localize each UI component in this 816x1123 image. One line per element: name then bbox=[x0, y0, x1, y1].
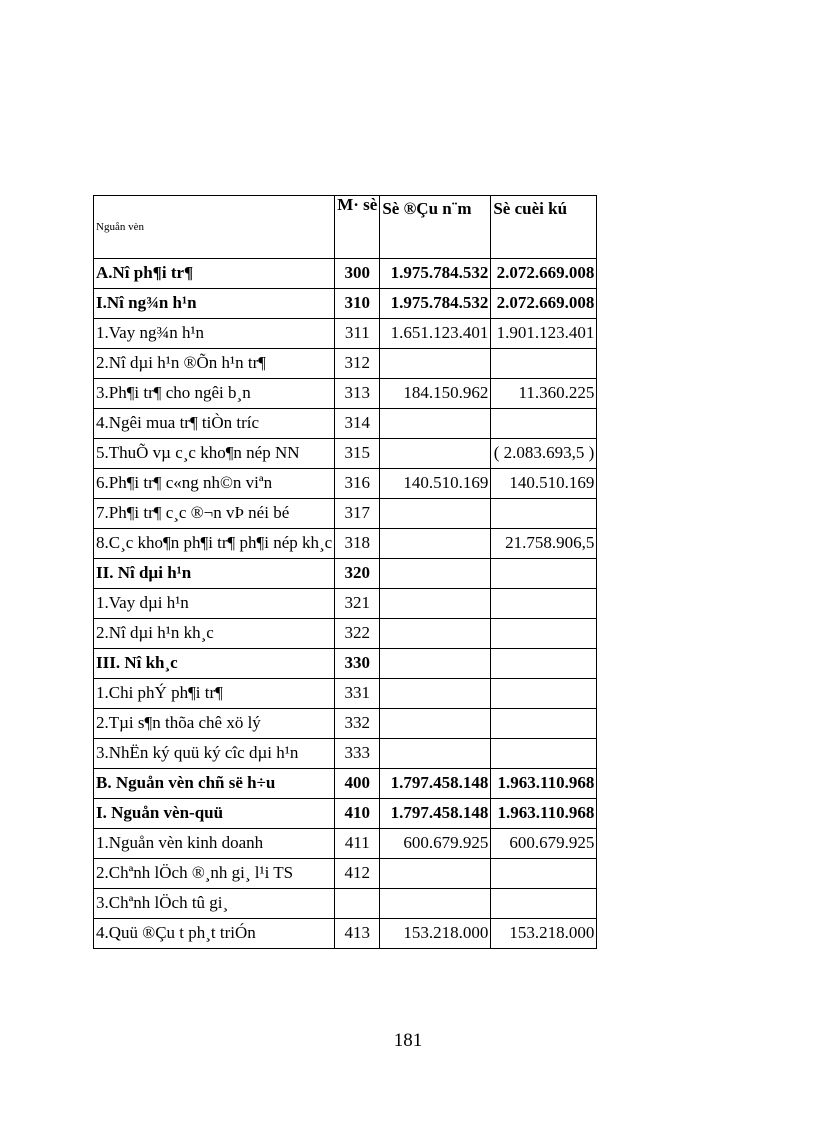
row-beginning-value bbox=[380, 619, 491, 649]
row-end-value: ( 2.083.693,5 ) bbox=[491, 439, 597, 469]
row-beginning-value bbox=[380, 679, 491, 709]
row-end-value: 1.963.110.968 bbox=[491, 769, 597, 799]
row-code: 317 bbox=[335, 499, 380, 529]
header-source-of-funds: Nguån vèn bbox=[94, 196, 335, 259]
row-beginning-value bbox=[380, 349, 491, 379]
row-code: 300 bbox=[335, 259, 380, 289]
row-label: 6.Ph¶i tr¶ c«ng nh©n viªn bbox=[94, 469, 335, 499]
header-beginning-of-year: Sè ®Çu n¨m bbox=[380, 196, 491, 259]
row-code: 330 bbox=[335, 649, 380, 679]
row-beginning-value bbox=[380, 889, 491, 919]
row-label: A.Nî ph¶i tr¶ bbox=[94, 259, 335, 289]
row-end-value: 11.360.225 bbox=[491, 379, 597, 409]
row-label: 3.Chªnh lÖch tû gi¸ bbox=[94, 889, 335, 919]
row-end-value: 140.510.169 bbox=[491, 469, 597, 499]
header-code: M· sè bbox=[335, 196, 380, 259]
row-beginning-value bbox=[380, 529, 491, 559]
table-row bbox=[94, 259, 597, 289]
table-row bbox=[94, 679, 597, 709]
row-beginning-value bbox=[380, 589, 491, 619]
row-label: B. Nguån vèn chñ së h÷u bbox=[94, 769, 335, 799]
row-label: 1.Chi phÝ ph¶i tr¶ bbox=[94, 679, 335, 709]
row-end-value bbox=[491, 619, 597, 649]
row-end-value bbox=[491, 649, 597, 679]
row-label: III. Nî kh¸c bbox=[94, 649, 335, 679]
row-end-value bbox=[491, 679, 597, 709]
table-row bbox=[94, 319, 597, 349]
page-number: 181 bbox=[393, 1030, 423, 1051]
table-row bbox=[94, 349, 597, 379]
row-end-value bbox=[491, 559, 597, 589]
table-row bbox=[94, 739, 597, 769]
row-beginning-value: 1.797.458.148 bbox=[380, 799, 491, 829]
row-beginning-value: 1.797.458.148 bbox=[380, 769, 491, 799]
row-code: 315 bbox=[335, 439, 380, 469]
row-beginning-value bbox=[380, 709, 491, 739]
row-code bbox=[335, 889, 380, 919]
row-end-value: 153.218.000 bbox=[491, 919, 597, 949]
row-code: 314 bbox=[335, 409, 380, 439]
row-beginning-value bbox=[380, 499, 491, 529]
row-end-value: 1.901.123.401 bbox=[491, 319, 597, 349]
row-label: 3.Ph¶i tr¶ cho ngêi b¸n bbox=[94, 379, 335, 409]
table-row bbox=[94, 619, 597, 649]
row-beginning-value: 600.679.925 bbox=[380, 829, 491, 859]
row-code: 312 bbox=[335, 349, 380, 379]
row-code: 313 bbox=[335, 379, 380, 409]
row-beginning-value bbox=[380, 559, 491, 589]
row-label: 2.Nî dµi h¹n ®Õn h¹n tr¶ bbox=[94, 349, 335, 379]
row-code: 316 bbox=[335, 469, 380, 499]
table-row bbox=[94, 469, 597, 499]
table-row bbox=[94, 919, 597, 949]
table-row bbox=[94, 379, 597, 409]
row-beginning-value: 140.510.169 bbox=[380, 469, 491, 499]
row-end-value: 600.679.925 bbox=[491, 829, 597, 859]
row-code: 321 bbox=[335, 589, 380, 619]
header-end-of-period: Sè cuèi kú bbox=[491, 196, 597, 259]
row-label: II. Nî dµi h¹n bbox=[94, 559, 335, 589]
row-beginning-value bbox=[380, 739, 491, 769]
table-header-row bbox=[94, 196, 597, 259]
row-code: 400 bbox=[335, 769, 380, 799]
row-end-value bbox=[491, 499, 597, 529]
row-label: I.Nî ng¾n h¹n bbox=[94, 289, 335, 319]
table-row bbox=[94, 829, 597, 859]
row-label: 4.Quü ®Çu t ph¸t triÓn bbox=[94, 919, 335, 949]
row-end-value: 2.072.669.008 bbox=[491, 289, 597, 319]
row-code: 320 bbox=[335, 559, 380, 589]
row-end-value bbox=[491, 739, 597, 769]
row-code: 318 bbox=[335, 529, 380, 559]
table-row bbox=[94, 769, 597, 799]
row-label: 8.C¸c kho¶n ph¶i tr¶ ph¶i nép kh¸c bbox=[94, 529, 335, 559]
row-label: 7.Ph¶i tr¶ c¸c ®¬n vÞ néi bé bbox=[94, 499, 335, 529]
row-label: 2.Chªnh lÖch ®¸nh gi¸ l¹i TS bbox=[94, 859, 335, 889]
row-end-value bbox=[491, 709, 597, 739]
row-label: 3.NhËn ký quü ký cîc dµi h¹n bbox=[94, 739, 335, 769]
row-beginning-value: 1.975.784.532 bbox=[380, 259, 491, 289]
table-row bbox=[94, 799, 597, 829]
row-beginning-value bbox=[380, 439, 491, 469]
row-beginning-value: 1.975.784.532 bbox=[380, 289, 491, 319]
row-label: 2.Nî dµi h¹n kh¸c bbox=[94, 619, 335, 649]
row-code: 311 bbox=[335, 319, 380, 349]
row-code: 410 bbox=[335, 799, 380, 829]
row-end-value: 1.963.110.968 bbox=[491, 799, 597, 829]
row-label: 1.Vay ng¾n h¹n bbox=[94, 319, 335, 349]
row-end-value bbox=[491, 859, 597, 889]
table-row bbox=[94, 499, 597, 529]
row-end-value: 21.758.906,5 bbox=[491, 529, 597, 559]
row-label: 2.Tµi s¶n thõa chê xö lý bbox=[94, 709, 335, 739]
row-code: 333 bbox=[335, 739, 380, 769]
row-beginning-value: 1.651.123.401 bbox=[380, 319, 491, 349]
balance-sheet-table bbox=[93, 195, 597, 949]
row-beginning-value: 153.218.000 bbox=[380, 919, 491, 949]
table-row bbox=[94, 289, 597, 319]
row-end-value: 2.072.669.008 bbox=[491, 259, 597, 289]
row-beginning-value bbox=[380, 649, 491, 679]
row-code: 411 bbox=[335, 829, 380, 859]
table-row bbox=[94, 709, 597, 739]
table-row bbox=[94, 559, 597, 589]
row-label: 1.Nguån vèn kinh doanh bbox=[94, 829, 335, 859]
row-end-value bbox=[491, 349, 597, 379]
row-code: 412 bbox=[335, 859, 380, 889]
row-label: 5.ThuÕ vµ c¸c kho¶n nép NN bbox=[94, 439, 335, 469]
table-row bbox=[94, 529, 597, 559]
row-label: I. Nguån vèn-quü bbox=[94, 799, 335, 829]
row-code: 322 bbox=[335, 619, 380, 649]
row-label: 1.Vay dµi h¹n bbox=[94, 589, 335, 619]
table-row bbox=[94, 889, 597, 919]
table-row bbox=[94, 409, 597, 439]
row-code: 331 bbox=[335, 679, 380, 709]
table-row bbox=[94, 649, 597, 679]
row-code: 332 bbox=[335, 709, 380, 739]
table-row bbox=[94, 439, 597, 469]
row-label: 4.Ngêi mua tr¶ tiÒn tríc bbox=[94, 409, 335, 439]
row-end-value bbox=[491, 589, 597, 619]
table-row bbox=[94, 859, 597, 889]
row-beginning-value bbox=[380, 859, 491, 889]
row-beginning-value bbox=[380, 409, 491, 439]
row-beginning-value: 184.150.962 bbox=[380, 379, 491, 409]
table-row bbox=[94, 589, 597, 619]
row-code: 310 bbox=[335, 289, 380, 319]
row-end-value bbox=[491, 409, 597, 439]
row-code: 413 bbox=[335, 919, 380, 949]
row-end-value bbox=[491, 889, 597, 919]
